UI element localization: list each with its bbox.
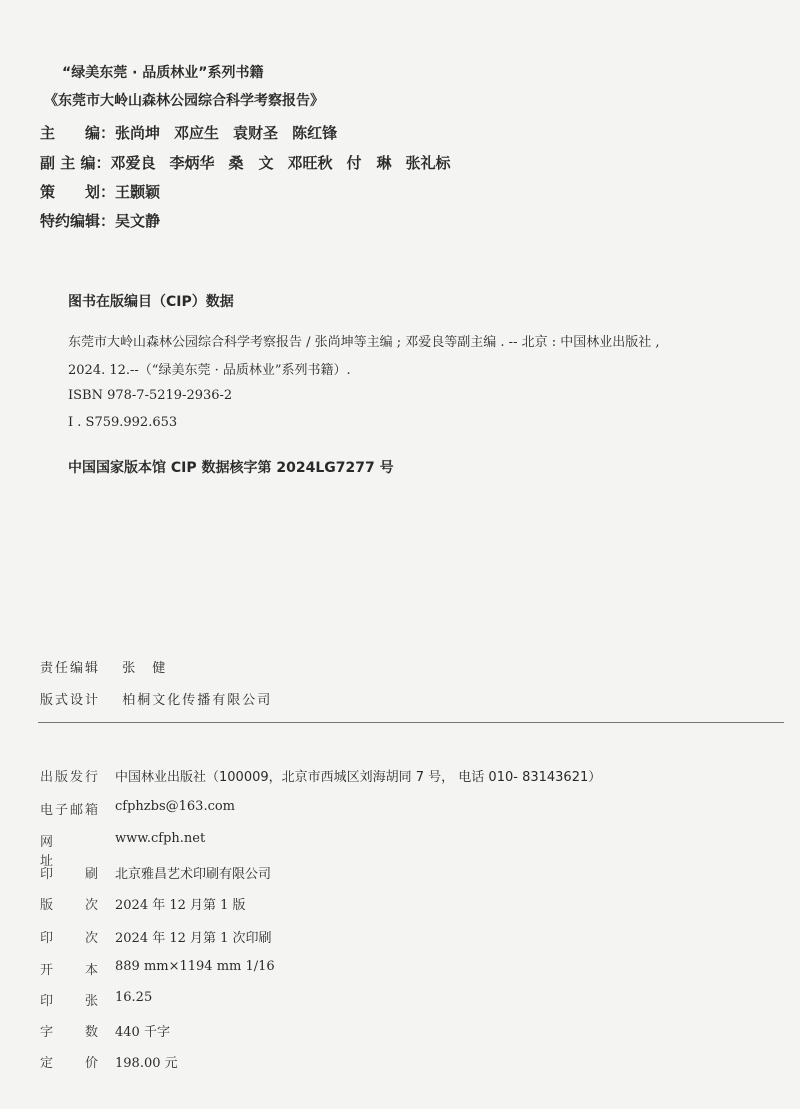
email-value: cfphzbs@163.com bbox=[115, 799, 236, 814]
layout-design-value: 柏桐文化传播有限公司 bbox=[122, 693, 273, 708]
special-editor-label: 特约编辑： bbox=[40, 212, 116, 230]
series-title: “绿美东莞 · 品质林业”系列书籍 bbox=[62, 65, 264, 81]
deputy-editor-name: 邓爱良 bbox=[110, 154, 156, 172]
chief-editor-name: 袁财圣 bbox=[233, 124, 279, 142]
price-label: 定价 bbox=[40, 1056, 131, 1071]
layout-design-label: 版式设计 bbox=[40, 693, 101, 708]
cip-approval-number: 中国国家版本馆 CIP 数据核字第 2024LG7277 号 bbox=[68, 460, 394, 476]
planner-label: 策 划： bbox=[40, 183, 116, 201]
format-value: 889 mm×1194 mm 1/16 bbox=[115, 959, 275, 974]
deputy-editor-name: 张礼标 bbox=[405, 154, 451, 172]
sheets-value: 16.25 bbox=[115, 990, 153, 1005]
cip-record-line: 东莞市大岭山森林公园综合科学考察报告 / 张尚坤等主编 ; 邓爱良等副主编 . -- 北京 : 中国林业出版社 , bbox=[68, 335, 660, 350]
price-value: 198.00 元 bbox=[115, 1056, 178, 1071]
special-editor-name: 吴文静 bbox=[115, 212, 161, 230]
cip-record-line: 2024. 12.--（“绿美东莞 · 品质林业”系列书籍）. bbox=[68, 363, 351, 378]
responsible-editor-label: 责任编辑 bbox=[40, 661, 101, 676]
word-count-value: 440 千字 bbox=[115, 1025, 170, 1040]
format-label: 开本 bbox=[40, 963, 131, 978]
deputy-editor-name: 付 琳 bbox=[346, 154, 392, 172]
deputy-editor-name: 桑 文 bbox=[228, 154, 274, 172]
website-label-text: 网址 bbox=[40, 835, 86, 869]
responsible-editor-name: 张 健 bbox=[122, 661, 168, 676]
chief-editor-name: 邓应生 bbox=[174, 124, 220, 142]
edition-label: 版次 bbox=[40, 898, 131, 913]
printing-value: 2024 年 12 月第 1 次印刷 bbox=[115, 931, 272, 946]
printing-label: 印次 bbox=[40, 931, 131, 946]
chief-editor-name: 张尚坤 bbox=[115, 124, 161, 142]
deputy-editor-name: 邓旺秋 bbox=[287, 154, 333, 172]
website-value: www.cfph.net bbox=[115, 831, 206, 846]
chief-editors-row bbox=[40, 122, 337, 143]
word-count-label: 字数 bbox=[40, 1025, 131, 1040]
classification-number: Ⅰ . S759.992.653 bbox=[68, 415, 178, 430]
chief-editor-name: 陈红锋 bbox=[292, 124, 338, 142]
deputy-editors-row bbox=[40, 152, 451, 173]
edition-value: 2024 年 12 月第 1 版 bbox=[115, 898, 246, 913]
book-title: 《东莞市大岭山森林公园综合科学考察报告》 bbox=[44, 93, 324, 109]
printer-label: 印刷 bbox=[40, 867, 131, 882]
layout-design-row bbox=[40, 689, 272, 708]
publication-label: 出版发行 bbox=[40, 770, 101, 785]
responsible-editor-row bbox=[40, 657, 167, 676]
special-editor-row bbox=[40, 210, 160, 231]
chief-editor-label: 主 编： bbox=[40, 124, 116, 142]
planner-name: 王颢颖 bbox=[115, 183, 161, 201]
printer-value: 北京雅昌艺术印刷有限公司 bbox=[115, 867, 272, 882]
cip-heading: 图书在版编目（CIP）数据 bbox=[68, 294, 234, 310]
email-label: 电子邮箱 bbox=[40, 803, 101, 818]
deputy-editor-name: 李炳华 bbox=[169, 154, 215, 172]
deputy-editor-label: 副 主 编： bbox=[40, 154, 111, 172]
planner-row bbox=[40, 181, 160, 202]
isbn: ISBN 978-7-5219-2936-2 bbox=[68, 388, 233, 403]
divider-line bbox=[38, 722, 784, 723]
publication-value: 中国林业出版社（100009，北京市西城区刘海胡同 7 号， 电话 010- 83143621） bbox=[115, 770, 602, 785]
sheets-label: 印张 bbox=[40, 994, 131, 1009]
